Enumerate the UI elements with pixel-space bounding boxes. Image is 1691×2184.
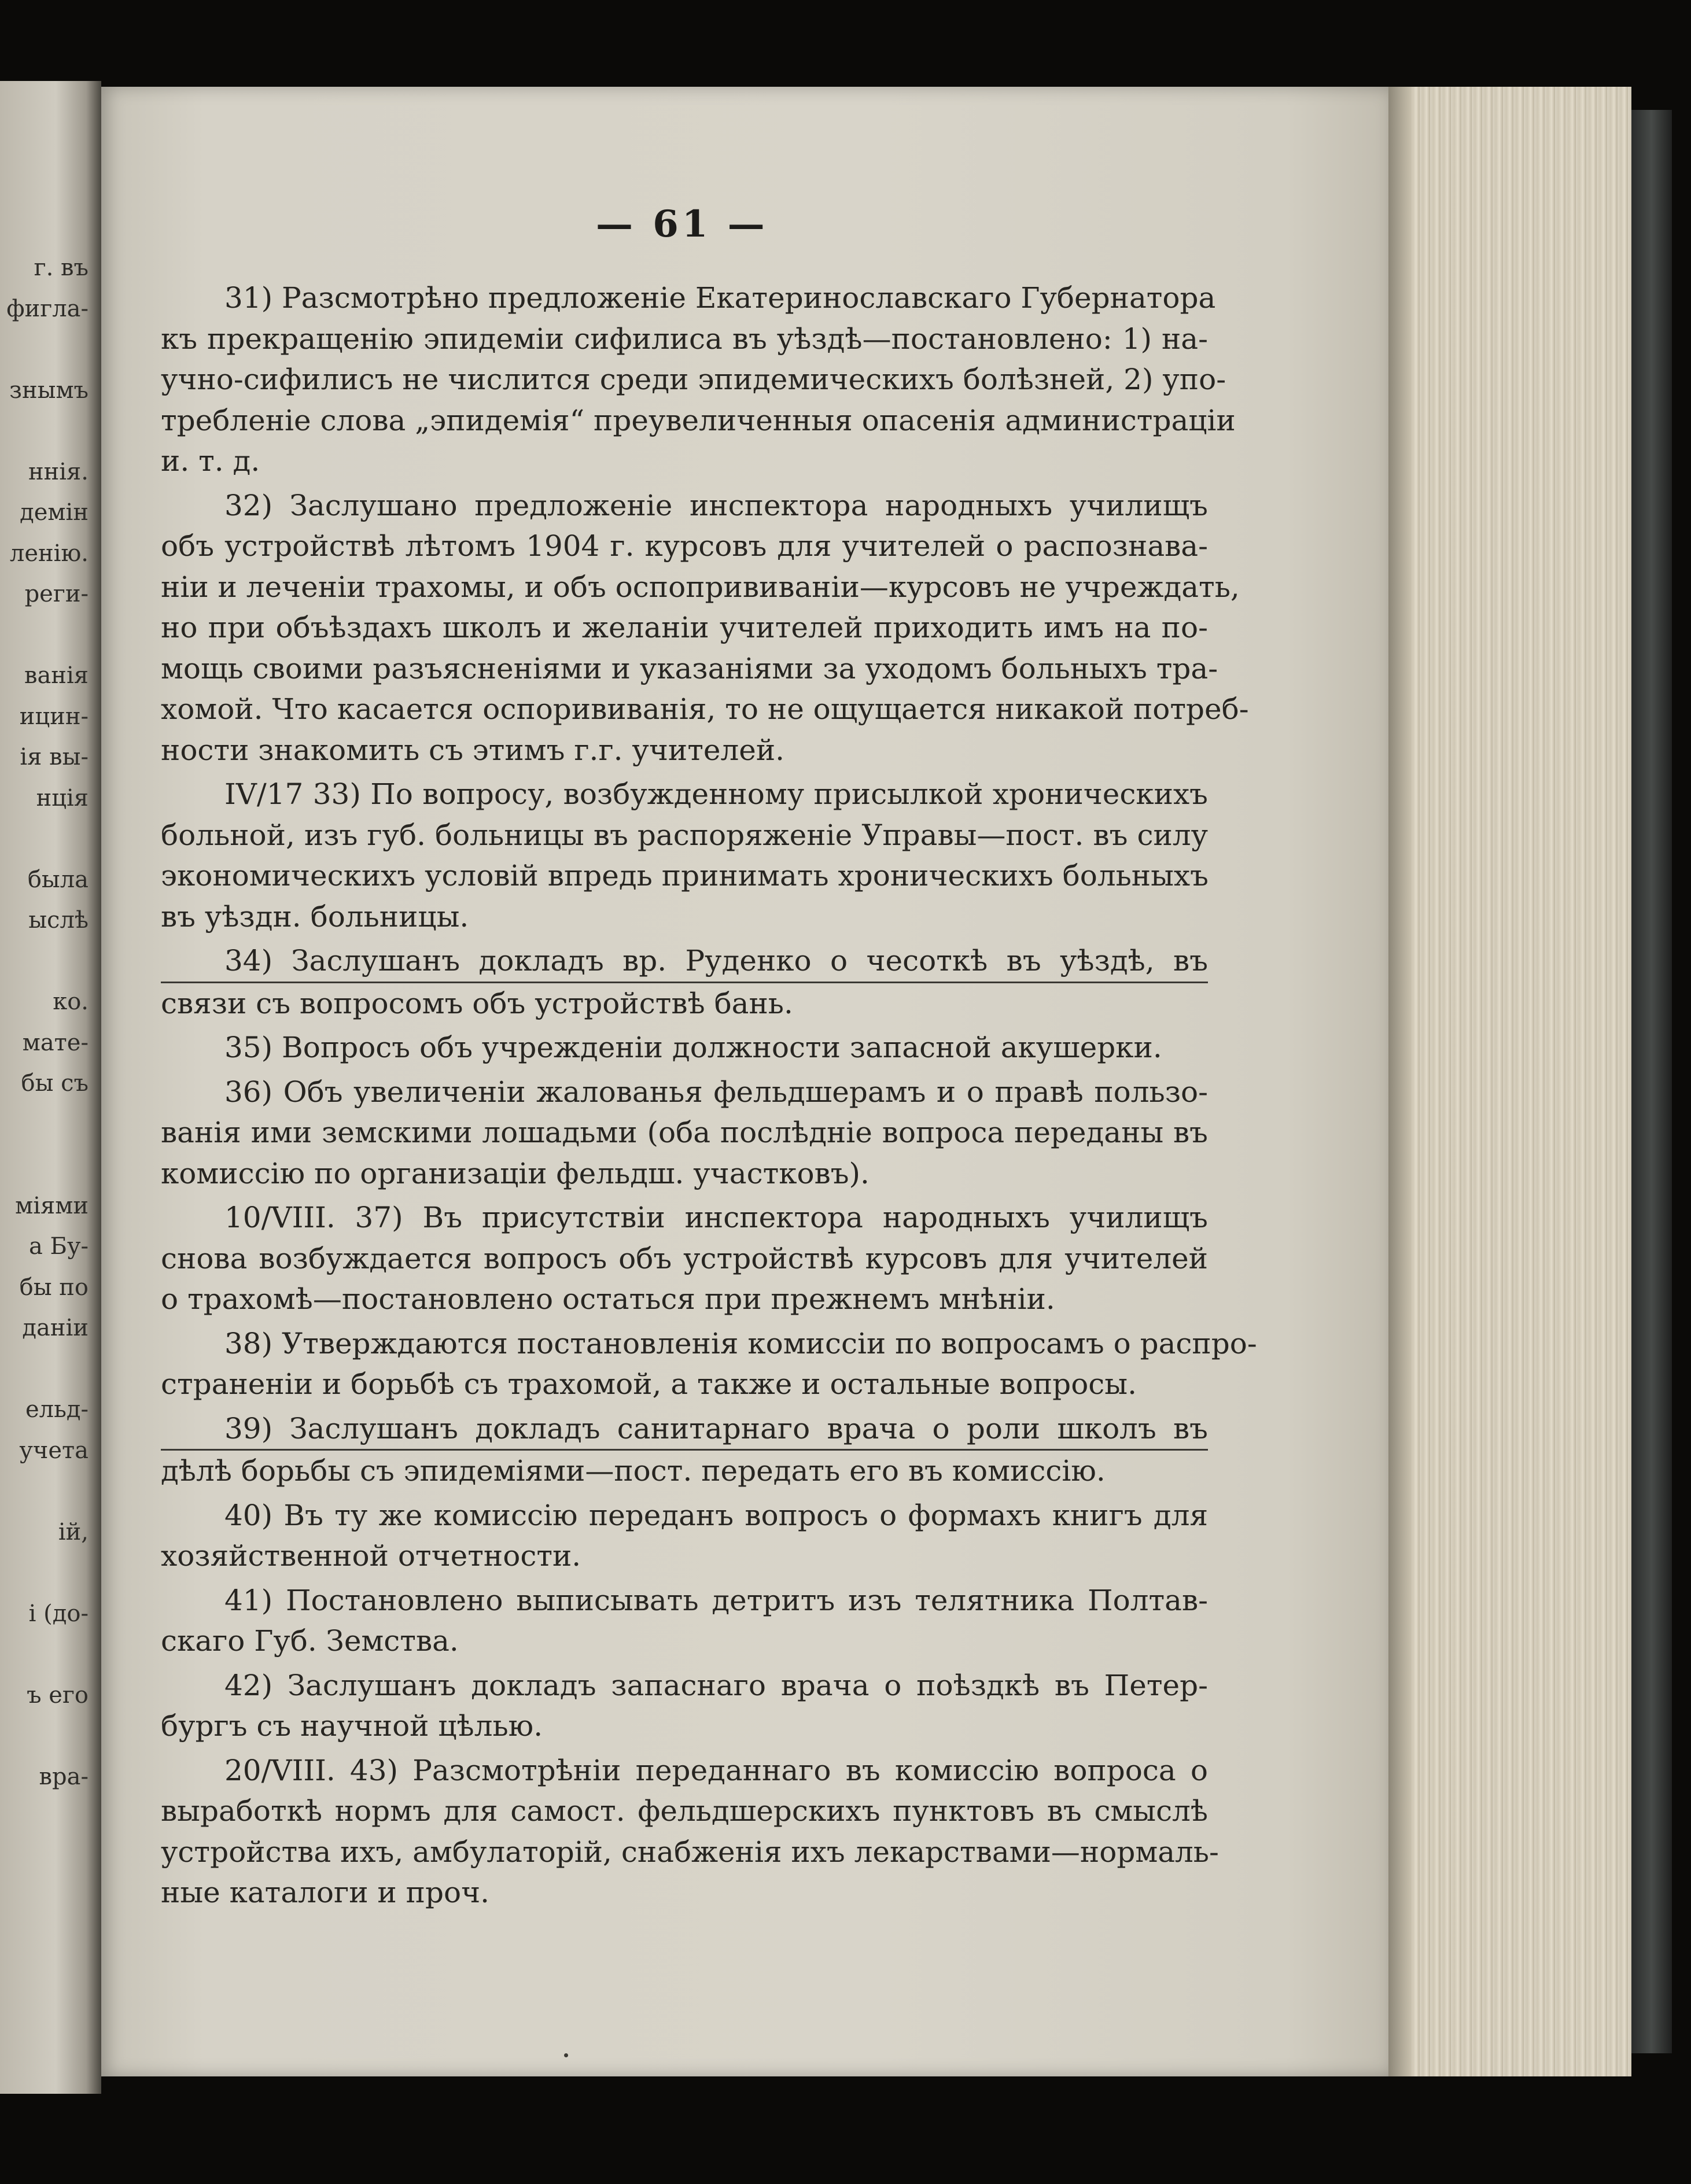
text-line: 10/VIII. 37) Въ присутствіи инспектора народныхъ училищъ bbox=[224, 1201, 1208, 1234]
paragraph-p39 bbox=[161, 1408, 1208, 1492]
paragraph-p35 bbox=[161, 1027, 1208, 1068]
text-line: 35) Вопросъ объ учрежденіи должности запасной акушерки. bbox=[224, 1031, 1162, 1064]
left-page-fragment: ленію. bbox=[9, 540, 89, 567]
paragraph-p36 bbox=[161, 1072, 1208, 1194]
paragraph-p37 bbox=[161, 1197, 1208, 1320]
text-line: 36) Объ увеличеніи жалованья фельдшерамъ и о правѣ пользо- bbox=[224, 1075, 1208, 1109]
text-line: 41) Постановлено выписывать детритъ изъ телятника Полтав- bbox=[224, 1583, 1208, 1617]
text-line: требленіе слова „эпидемія“ преувеличенныя опасенія администраціи bbox=[161, 403, 1236, 437]
page-body bbox=[161, 278, 1257, 1917]
left-page-fragment: фигла- bbox=[6, 295, 89, 322]
text-line: дѣлѣ борьбы съ эпидеміями—пост. передать его въ комиссію. bbox=[161, 1454, 1106, 1488]
text-line: связи съ вопросомъ объ устройствѣ бань. bbox=[161, 986, 793, 1020]
text-line: 32) Заслушано предложеніе инспектора народныхъ училищъ bbox=[224, 488, 1208, 522]
text-line: комиссію по организаціи фельдш. участковъ). bbox=[161, 1156, 870, 1190]
text-line: 42) Заслушанъ докладъ запаснаго врача о поѣздкѣ въ Петер- bbox=[224, 1668, 1208, 1702]
left-page-fragment: ій, bbox=[58, 1518, 89, 1545]
left-page-fragment: бы съ bbox=[21, 1070, 89, 1097]
text-line: 40) Въ ту же комиссію переданъ вопросъ о формахъ книгъ для bbox=[224, 1498, 1208, 1532]
left-page-fragment: была bbox=[27, 866, 89, 893]
text-line: мощь своими разъясненіями и указаніями за уходомъ больныхъ тра- bbox=[161, 651, 1218, 685]
paragraph-p33 bbox=[161, 774, 1208, 937]
paragraph-p31 bbox=[161, 278, 1236, 482]
text-line: снова возбуждается вопросъ объ устройствѣ курсовъ для учителей bbox=[161, 1241, 1208, 1275]
text-line: скаго Губ. Земства. bbox=[161, 1624, 459, 1658]
text-line: ніи и леченіи трахомы, и объ оспопрививаніи—курсовъ не учреждать, bbox=[161, 570, 1240, 604]
text-line: бургъ съ научной цѣлью. bbox=[161, 1709, 543, 1743]
text-line: но при объѣздахъ школъ и желаніи учителей приходить имъ на по- bbox=[161, 611, 1208, 644]
left-page-fragment: ванія bbox=[24, 662, 89, 689]
paragraph-p34 bbox=[161, 940, 1208, 1024]
left-page-fragment: вра- bbox=[39, 1763, 89, 1790]
previous-page-edge bbox=[0, 81, 101, 2094]
text-line: ности знакомить съ этимъ г.г. учителей. bbox=[161, 733, 785, 767]
left-page-fragment: ыслѣ bbox=[28, 907, 89, 934]
text-line: объ устройствѣ лѣтомъ 1904 г. курсовъ для учителей о распознава- bbox=[161, 529, 1208, 563]
paragraph-p40 bbox=[161, 1495, 1208, 1577]
text-line: 20/VIII. 43) Разсмотрѣніи переданнаго въ комиссію вопроса о bbox=[224, 1753, 1208, 1787]
text-line: учно-сифилисъ не числится среди эпидемическихъ болѣзней, 2) упо- bbox=[161, 363, 1226, 396]
paragraph-p43 bbox=[161, 1750, 1219, 1913]
paragraph-p32 bbox=[161, 485, 1249, 771]
text-line: 38) Утверждаются постановленія комиссіи по вопросамъ о распро- bbox=[224, 1326, 1257, 1360]
left-page-fragment: ельд- bbox=[25, 1396, 89, 1423]
left-page-fragment: мате- bbox=[22, 1029, 89, 1056]
text-line: хозяйственной отчетности. bbox=[161, 1539, 581, 1573]
left-page-fragment: ицин- bbox=[19, 703, 89, 730]
text-line: къ прекращенію эпидеміи сифилиса въ уѣздѣ—постановлено: 1) на- bbox=[161, 322, 1208, 356]
text-line: 34) Заслушанъ докладъ вр. Руденко о чесоткѣ въ уѣздѣ, въ bbox=[161, 940, 1208, 983]
text-line: выработкѣ нормъ для самост. фельдшерскихъ пунктовъ въ смыслѣ bbox=[161, 1794, 1208, 1828]
text-line: о трахомѣ—постановлено остаться при прежнемъ мнѣніи. bbox=[161, 1282, 1055, 1316]
left-page-fragment: бы по bbox=[19, 1274, 89, 1301]
left-page-fragment: демін bbox=[20, 499, 89, 526]
text-line: ные каталоги и проч. bbox=[161, 1876, 490, 1909]
left-page-fragment: даніи bbox=[22, 1315, 89, 1341]
text-line: страненіи и борьбѣ съ трахомой, а также и остальные вопросы. bbox=[161, 1367, 1137, 1401]
left-page-fragment: г. въ bbox=[34, 254, 89, 281]
text-line: хомой. Что касается оспорививанія, то не ощущается никакой потреб- bbox=[161, 692, 1249, 726]
text-line: и. т. д. bbox=[161, 444, 260, 478]
left-page-fragment: ннія. bbox=[28, 458, 89, 485]
paragraph-p38 bbox=[161, 1323, 1257, 1405]
left-page-fragment: а Бу- bbox=[28, 1233, 89, 1260]
left-page-fragment: ія вы- bbox=[20, 744, 89, 770]
page-edges bbox=[1388, 87, 1631, 2076]
paragraph-p42 bbox=[161, 1665, 1208, 1747]
text-line: 39) Заслушанъ докладъ санитарнаго врача о роли школъ въ bbox=[161, 1408, 1208, 1451]
left-page-fragment: нція bbox=[36, 784, 89, 811]
text-line: 31) Разсмотрѣно предложеніе Екатеринославскаго Губернатора bbox=[224, 281, 1216, 315]
left-page-fragment: міями bbox=[15, 1192, 89, 1219]
page-number: — 61 — bbox=[596, 202, 768, 246]
left-page-fragment: знымъ bbox=[9, 377, 89, 404]
text-line: больной, изъ губ. больницы въ распоряженіе Управы—пост. въ силу bbox=[161, 818, 1208, 852]
left-page-fragment: реги- bbox=[24, 581, 89, 607]
book-cover bbox=[1631, 110, 1672, 2053]
text-line: экономическихъ условій впредь принимать хроническихъ больныхъ bbox=[161, 859, 1209, 892]
left-page-fragment: учета bbox=[19, 1437, 89, 1464]
left-page-fragment: і (до- bbox=[28, 1600, 89, 1627]
paragraph-p41 bbox=[161, 1580, 1208, 1662]
text-line: устройства ихъ, амбулаторій, снабженія ихъ лекарствами—нормаль- bbox=[161, 1835, 1219, 1869]
ink-dot bbox=[564, 2053, 568, 2057]
text-line: въ уѣздн. больницы. bbox=[161, 899, 469, 934]
text-line: ванія ими земскими лошадьми (оба послѣдніе вопроса переданы въ bbox=[161, 1116, 1208, 1149]
left-page-fragment: ко. bbox=[53, 988, 89, 1015]
left-page-fragment: ъ его bbox=[27, 1681, 89, 1709]
text-line: IV/17 33) По вопросу, возбужденному присылкой хроническихъ bbox=[224, 777, 1208, 811]
